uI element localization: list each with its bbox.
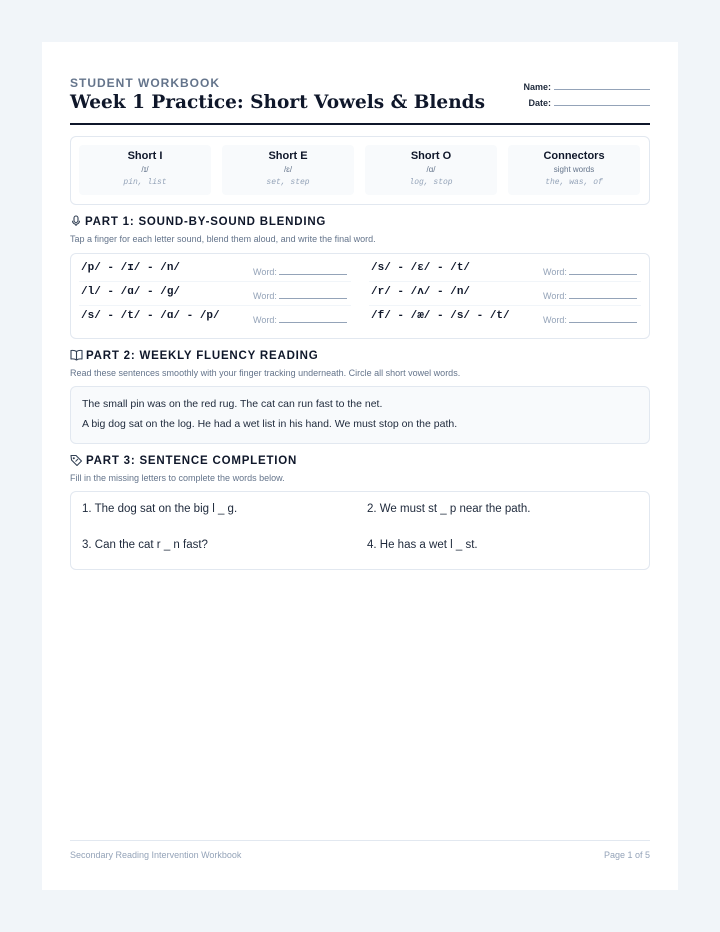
row-divider xyxy=(79,305,351,306)
part2-heading-text: PART 2: WEEKLY FLUENCY READING xyxy=(86,350,319,362)
date-label: Date: xyxy=(528,98,551,108)
blend-item: /p/ - /ɪ/ - /n/ xyxy=(81,262,181,274)
word-blank[interactable] xyxy=(279,313,347,323)
fluency-passage xyxy=(70,386,650,444)
sound-card-ipa: sight words xyxy=(553,165,595,174)
passage-line: A big dog sat on the log. He had a wet list in his hand. We must stop on the path. xyxy=(82,418,458,430)
word-blank[interactable] xyxy=(279,289,347,299)
part3-heading-text: PART 3: SENTENCE COMPLETION xyxy=(86,455,298,467)
word-label: Word: xyxy=(543,267,567,277)
sound-card-ipa: /ɪ/ xyxy=(141,165,149,174)
word-blank[interactable] xyxy=(279,265,347,275)
row-divider xyxy=(369,305,641,306)
sound-card-examples: set, step xyxy=(266,178,310,187)
part2-heading xyxy=(70,349,319,362)
word-field[interactable] xyxy=(543,265,637,277)
workbook-page xyxy=(42,42,678,890)
completion-item[interactable]: 1. The dog sat on the big l _ g. xyxy=(82,503,238,515)
word-blank[interactable] xyxy=(569,289,637,299)
book-open-icon xyxy=(70,349,83,361)
row-divider xyxy=(79,281,351,282)
completion-item[interactable]: 3. Can the cat r _ n fast? xyxy=(82,539,208,551)
sound-card-short-o xyxy=(365,145,497,195)
sound-card-ipa: /ɑ/ xyxy=(426,165,436,174)
sound-card-examples: log, stop xyxy=(409,178,453,187)
sound-card-examples: the, was, of xyxy=(545,178,603,187)
part3-heading xyxy=(70,454,297,467)
part1-heading xyxy=(70,215,326,228)
part3-instructions: Fill in the missing letters to complete the words below. xyxy=(70,473,285,483)
sound-card-name: Connectors xyxy=(543,150,605,162)
word-label: Word: xyxy=(543,315,567,325)
sound-card-name: Short E xyxy=(268,150,308,162)
word-label: Word: xyxy=(253,267,277,277)
blend-item: /f/ - /æ/ - /s/ - /t/ xyxy=(371,310,510,322)
completion-item[interactable]: 2. We must st _ p near the path. xyxy=(367,503,531,515)
blend-item: /s/ - /ɛ/ - /t/ xyxy=(371,262,471,274)
sound-card-ipa: /ɛ/ xyxy=(283,165,293,174)
word-label: Word: xyxy=(543,291,567,301)
word-blank[interactable] xyxy=(569,313,637,323)
date-blank[interactable] xyxy=(554,96,650,106)
sound-card-name: Short I xyxy=(127,150,163,162)
header-rule xyxy=(70,123,650,125)
microphone-icon xyxy=(70,215,82,227)
blending-box xyxy=(70,253,650,339)
name-label: Name: xyxy=(523,82,551,92)
page-number: Page 1 of 5 xyxy=(603,850,650,860)
page-title: Week 1 Practice: Short Vowels & Blends xyxy=(70,92,486,113)
sound-card-examples: pin, list xyxy=(123,178,167,187)
word-field[interactable] xyxy=(543,313,637,325)
part1-instructions: Tap a finger for each letter sound, blend them aloud, and write the final word. xyxy=(70,234,376,244)
blend-item: /r/ - /ʌ/ - /n/ xyxy=(371,286,471,298)
word-field[interactable] xyxy=(253,289,347,301)
name-blank[interactable] xyxy=(554,80,650,90)
workbook-kicker: STUDENT WORKBOOK xyxy=(70,76,220,90)
word-field[interactable] xyxy=(253,265,347,277)
part2-instructions: Read these sentences smoothly with your finger tracking underneath. Circle all short vowel words. xyxy=(70,368,461,378)
sound-card-short-e xyxy=(222,145,354,195)
part1-heading-text: PART 1: SOUND-BY-SOUND BLENDING xyxy=(85,216,327,228)
word-label: Word: xyxy=(253,291,277,301)
sentence-completion-box xyxy=(70,491,650,570)
pencil-tag-icon xyxy=(70,454,83,466)
name-field[interactable] xyxy=(523,80,650,92)
sound-card-connectors xyxy=(508,145,640,195)
completion-item[interactable]: 4. He has a wet l _ st. xyxy=(367,539,478,551)
row-divider xyxy=(369,281,641,282)
footer-rule xyxy=(70,840,650,841)
passage-line: The small pin was on the red rug. The cat can run fast to the net. xyxy=(82,398,383,410)
sound-card-short-i xyxy=(79,145,211,195)
word-field[interactable] xyxy=(543,289,637,301)
sound-card-name: Short O xyxy=(410,150,452,162)
sound-cards-panel xyxy=(70,136,650,205)
blend-item: /s/ - /t/ - /ɑ/ - /p/ xyxy=(81,310,220,322)
word-blank[interactable] xyxy=(569,265,637,275)
word-label: Word: xyxy=(253,315,277,325)
word-field[interactable] xyxy=(253,313,347,325)
blend-item: /l/ - /ɑ/ - /g/ xyxy=(81,286,181,298)
date-field[interactable] xyxy=(528,96,650,108)
footer-title: Secondary Reading Intervention Workbook xyxy=(70,850,242,860)
